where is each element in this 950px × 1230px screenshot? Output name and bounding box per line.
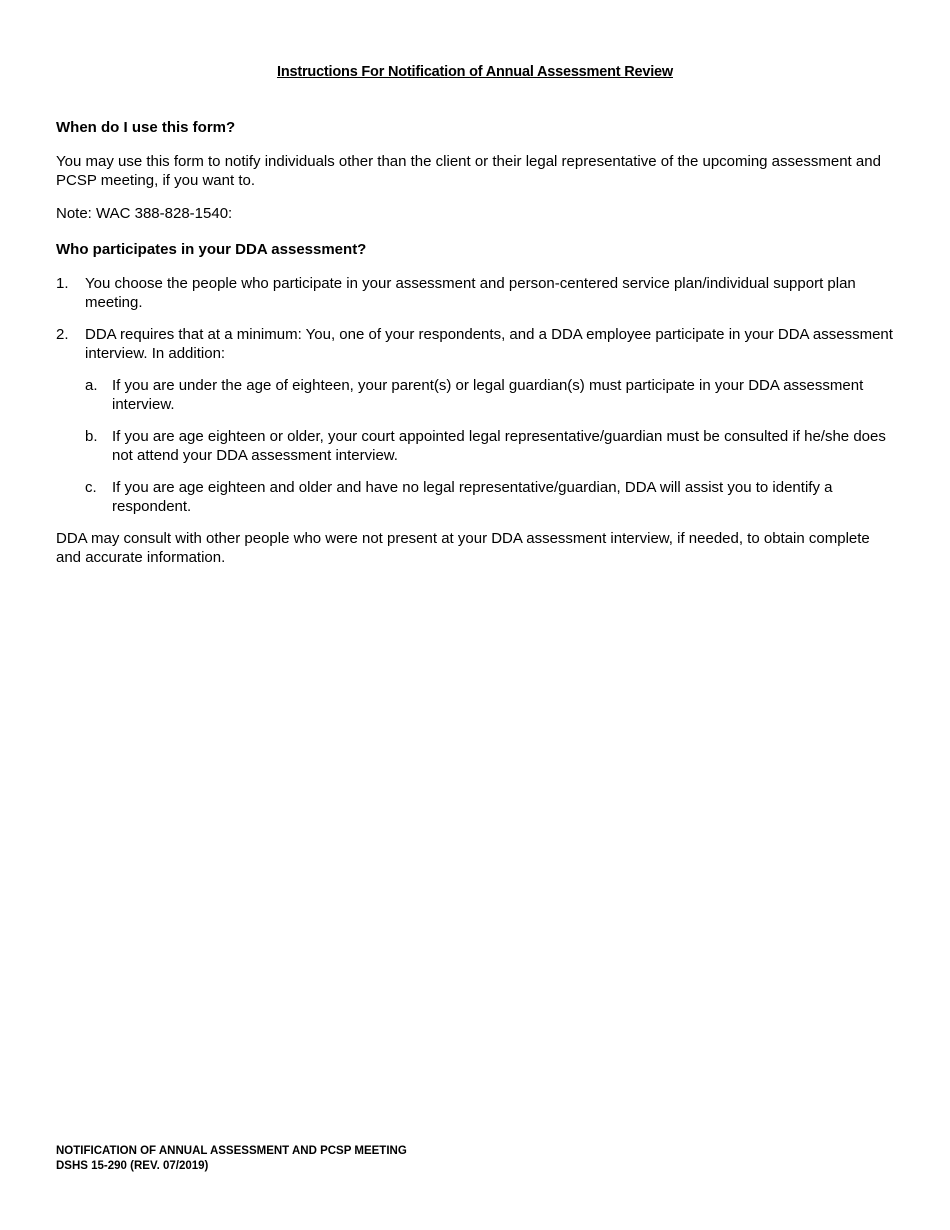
section-heading-who: Who participates in your DDA assessment? <box>56 241 367 258</box>
list-item-2 <box>56 325 898 516</box>
section-heading-when: When do I use this form? <box>56 119 236 136</box>
sub-item-text: If you are age eighteen or older, your court appointed legal representative/guardian must be consulted if he/she does not attend your DDA assessment interview. <box>112 428 886 464</box>
form-name: NOTIFICATION OF ANNUAL ASSESSMENT AND PCSP MEETING <box>56 1145 407 1157</box>
list-item-text: DDA requires that at a minimum: You, one of your respondents, and a DDA employee participate in your DDA assessment interview. In addition: <box>85 326 893 362</box>
sub-list-marker: b. <box>85 428 98 445</box>
usage-paragraph: You may use this form to notify individuals other than the client or their legal representative of the upcoming assessment and PCSP meeting, if you want to. <box>56 153 881 189</box>
sub-list-marker: a. <box>85 377 98 394</box>
instructions-body <box>56 118 898 581</box>
form-footer <box>56 1144 407 1174</box>
list-marker: 2. <box>56 326 69 343</box>
page-title: Instructions For Notification of Annual Assessment Review <box>276 64 673 80</box>
sub-list-marker: c. <box>85 479 97 496</box>
sub-item-text: If you are age eighteen and older and have no legal representative/guardian, DDA will assist you to identify a respondent. <box>112 479 833 515</box>
list-item-text: You choose the people who participate in your assessment and person-centered service plan/individual support plan meeting. <box>85 275 856 311</box>
closing-paragraph: DDA may consult with other people who were not present at your DDA assessment interview, if needed, to obtain complete and accurate information. <box>56 530 870 566</box>
sub-item-c <box>85 478 898 516</box>
sub-item-text: If you are under the age of eighteen, your parent(s) or legal guardian(s) must participate in your DDA assessment interview. <box>112 377 864 413</box>
form-number: DSHS 15-290 (REV. 07/2019) <box>56 1160 209 1172</box>
list-item-1 <box>56 274 898 312</box>
sub-list <box>85 376 898 516</box>
wac-note: Note: WAC 388-828-1540: <box>56 205 233 222</box>
sub-item-b <box>85 427 898 465</box>
sub-item-a <box>85 376 898 414</box>
list-marker: 1. <box>56 275 69 292</box>
